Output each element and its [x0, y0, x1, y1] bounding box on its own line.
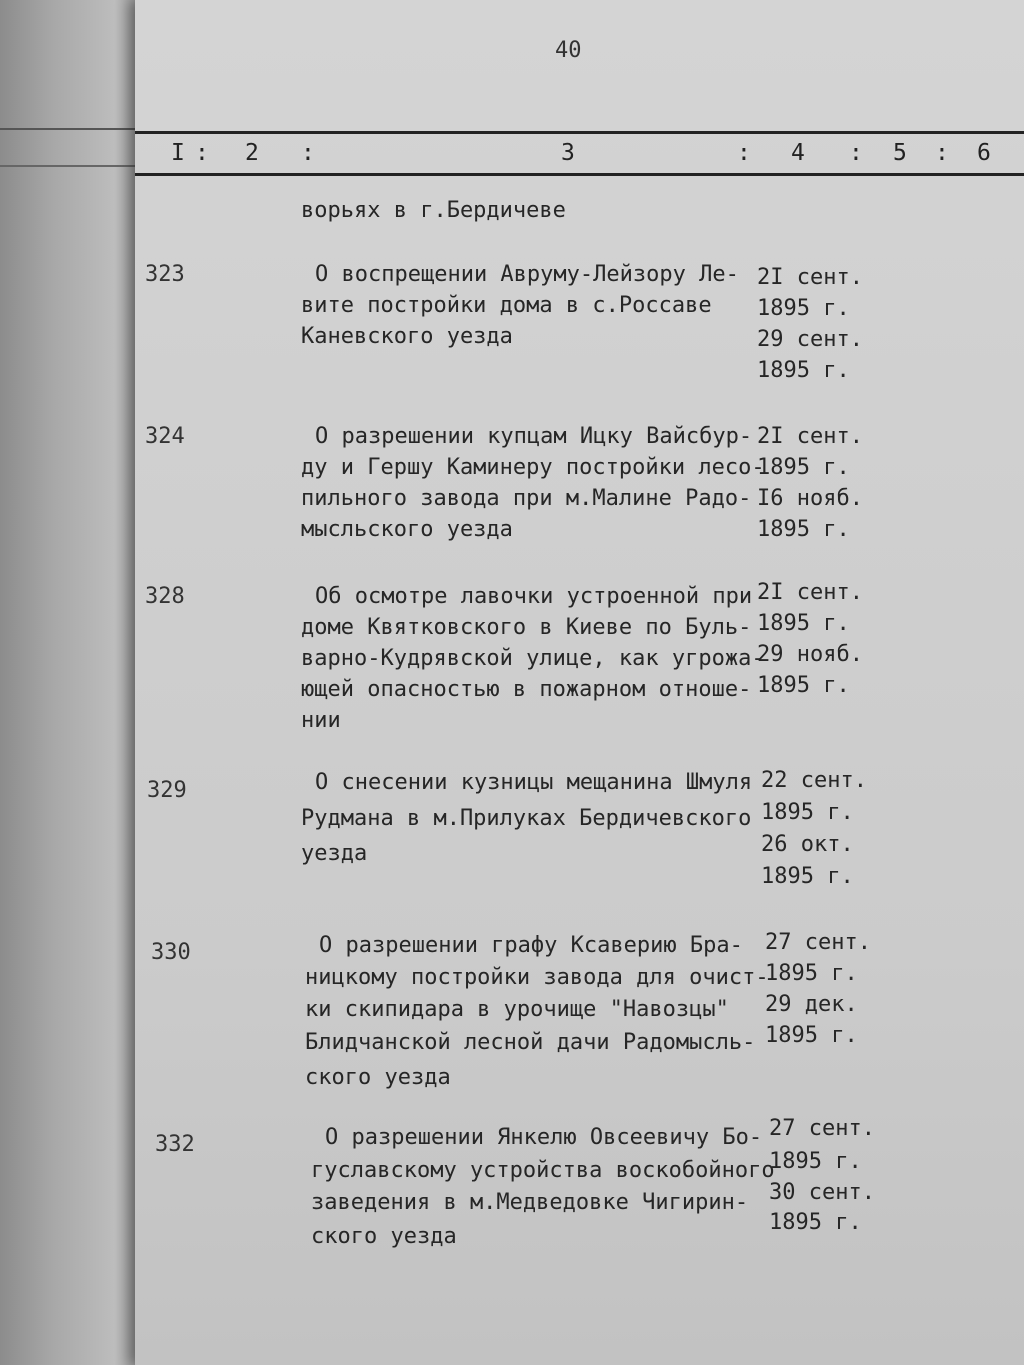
entry-date-start-day: 2I сент. [757, 580, 863, 605]
column-separator: : [935, 140, 949, 166]
entry-description-line: О снесении кузницы мещанина Шмуля [315, 770, 753, 795]
entry-description-line: Об осмотре лавочки устроенной при [315, 584, 753, 609]
entry-date-start-day: 27 сент. [765, 930, 871, 955]
entry-date-end-year: 1895 г. [757, 517, 850, 542]
underlying-header-rule [0, 128, 135, 130]
entry-date-end-day: 26 окт. [761, 832, 854, 857]
entry-description-line: заведения в м.Медведовке Чигирин- [311, 1190, 749, 1215]
page-number: 40 [555, 38, 582, 63]
entry-description-line: варно-Кудрявской улице, как угрожа- [301, 646, 765, 671]
column-header-5: 5 [893, 140, 907, 166]
entry-date-end-year: 1895 г. [761, 864, 854, 889]
column-header-6: 6 [977, 140, 991, 166]
entry-date-end-year: 1895 г. [757, 358, 850, 383]
column-header-4: 4 [791, 140, 805, 166]
entry-date-start-year: 1895 г. [769, 1149, 862, 1174]
entry-description-line: ницкому постройки завода для очист- [305, 965, 769, 990]
entry-date-start-year: 1895 г. [761, 800, 854, 825]
entry-number: 330 [151, 940, 191, 965]
archive-inventory-page [135, 0, 1024, 1365]
entry-description-line: ющей опасностью в пожарном отноше- [301, 677, 752, 702]
entry-description-line: О разрешении Янкелю Овсеевичу Бо- [325, 1125, 763, 1150]
entry-date-end-year: 1895 г. [757, 673, 850, 698]
entry-description-line: ского уезда [305, 1065, 451, 1090]
underlying-page-edge [0, 0, 135, 1365]
entry-description-line: О разрешении графу Ксаверию Бра- [319, 933, 743, 958]
entry-description-line: ки скипидара в урочище "Навозцы" [305, 997, 729, 1022]
entry-date-start-year: 1895 г. [765, 961, 858, 986]
entry-description-line: Каневского уезда [301, 324, 513, 349]
entry-date-end-day: 29 дек. [765, 992, 858, 1017]
entry-description-line: уезда [301, 841, 368, 866]
entry-number: 324 [145, 424, 185, 449]
entry-number: 328 [145, 584, 185, 609]
entry-description-line: доме Квятковского в Киеве по Буль- [301, 615, 752, 640]
column-separator: : [849, 140, 863, 166]
underlying-header-rule-bottom [0, 165, 135, 167]
entry-date-start-year: 1895 г. [757, 455, 850, 480]
entry-description-line: ду и Гершу Каминеру постройки лесо- [301, 455, 765, 480]
column-separator: : [301, 140, 315, 166]
entry-date-end-year: 1895 г. [765, 1023, 858, 1048]
entry-date-start-year: 1895 г. [757, 296, 850, 321]
entry-date-end-day: 29 нояб. [757, 642, 863, 667]
entry-description-line: Блидчанской лесной дачи Радомысль- [305, 1030, 756, 1055]
entry-date-end-day: 29 сент. [757, 327, 863, 352]
entry-date-start-day: 27 сент. [769, 1116, 875, 1141]
entry-description-line: О воспрещении Авруму-Лейзору Ле- [315, 262, 739, 287]
entry-description-line: нии [301, 708, 341, 733]
entry-date-start-year: 1895 г. [757, 611, 850, 636]
column-header-3: 3 [561, 140, 575, 166]
entry-description-line: гуславскому устройства воскобойного [311, 1158, 775, 1183]
entry-description-line: пильного завода при м.Малине Радо- [301, 486, 752, 511]
entry-date-end-day: 30 сент. [769, 1180, 875, 1205]
entry-description-line: Рудмана в м.Прилуках Бердичевского [301, 806, 752, 831]
entry-description-line: ского уезда [311, 1224, 457, 1249]
column-header-1: I [171, 140, 185, 166]
entry-date-start-day: 22 сент. [761, 768, 867, 793]
entry-date-start-day: 2I сент. [757, 424, 863, 449]
entry-number: 329 [147, 778, 187, 803]
entry-date-start-day: 2I сент. [757, 265, 863, 290]
entry-number: 323 [145, 262, 185, 287]
entry-description-line: О разрешении купцам Ицку Вайсбур- [315, 424, 753, 449]
entry-date-end-year: 1895 г. [769, 1210, 862, 1235]
entry-description-line: вите постройки дома в с.Россаве [301, 293, 712, 318]
header-rule-bottom [135, 173, 1024, 176]
continuation-line: ворьях в г.Бердичеве [301, 198, 566, 223]
column-separator: : [195, 140, 209, 166]
entry-date-end-day: I6 нояб. [757, 486, 863, 511]
column-header-2: 2 [245, 140, 259, 166]
entry-number: 332 [155, 1132, 195, 1157]
column-separator: : [737, 140, 751, 166]
header-rule-top [135, 131, 1024, 134]
entry-description-line: мысльского уезда [301, 517, 513, 542]
